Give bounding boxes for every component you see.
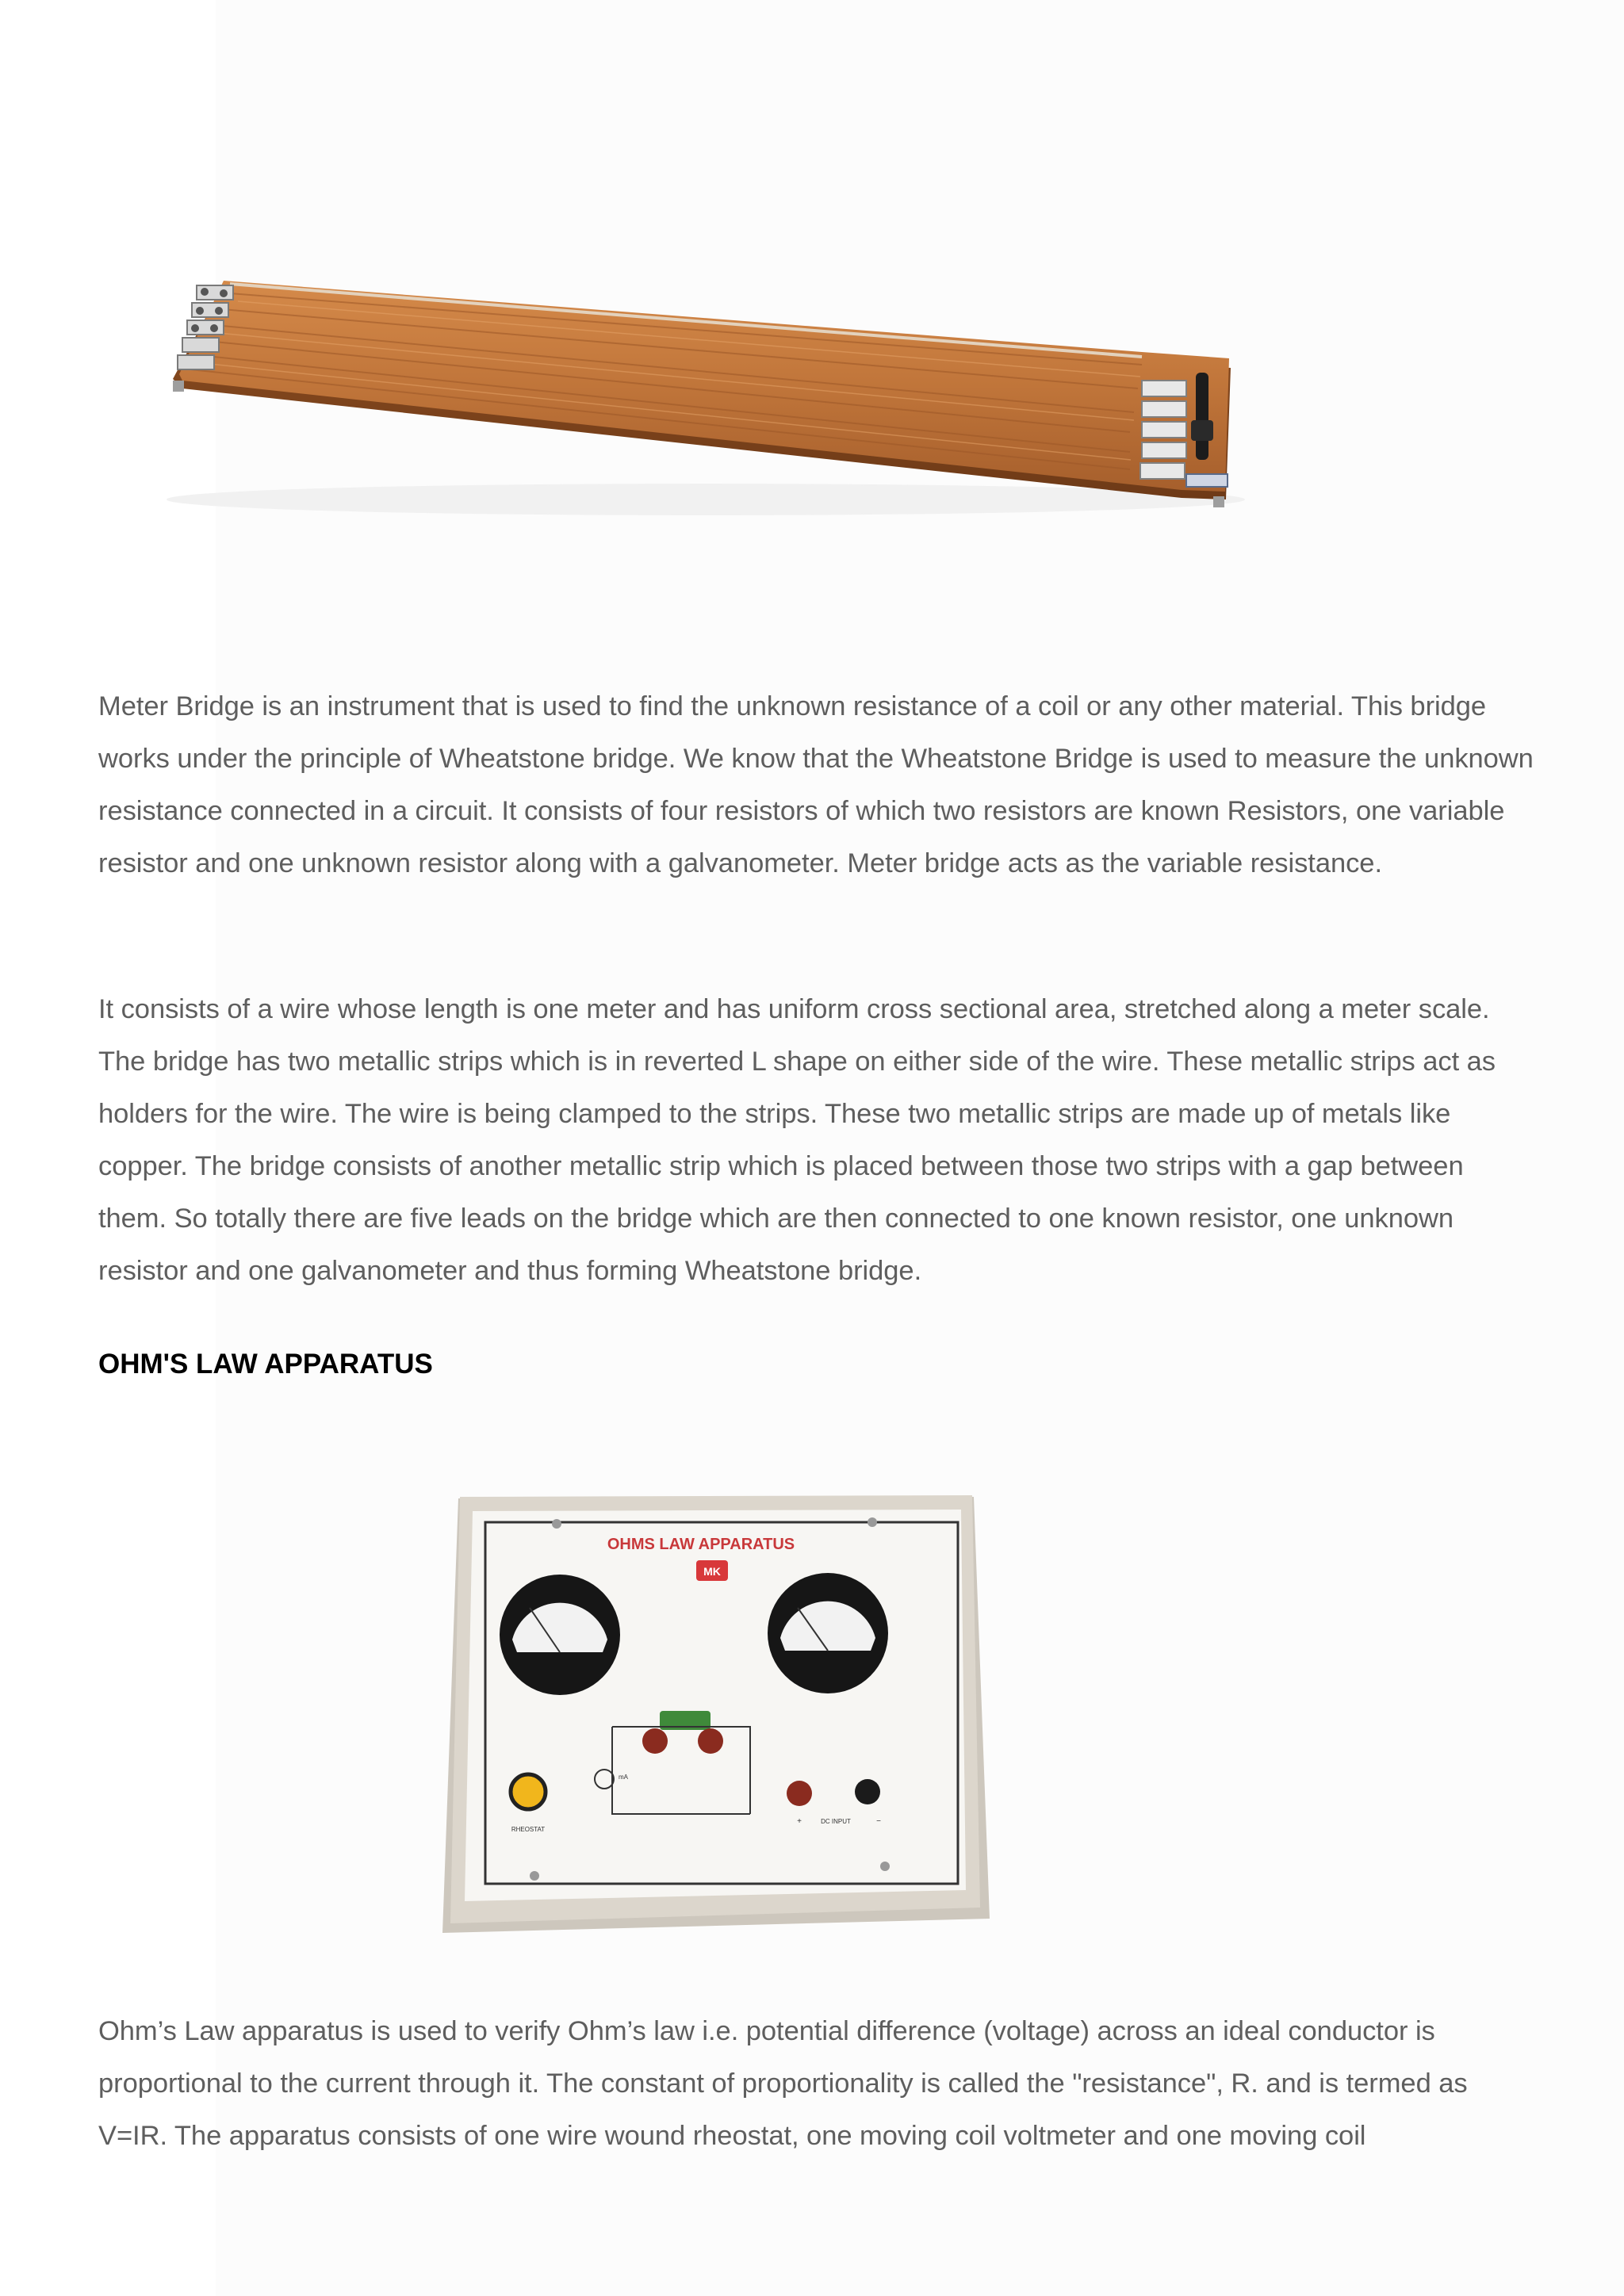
dc-input-label: DC INPUT (821, 1818, 851, 1825)
panel-title: OHMS LAW APPARATUS (607, 1536, 795, 1553)
ohms-law-paragraph: Ohm’s Law apparatus is used to verify Ohm’s law i.e. potential difference (voltage) across an ideal conductor is proportional to the current through it. The constant of proportionality is called the "resistance", R. and is termed as V=IR. The apparatus consists of one wire wound rheostat, one moving coil voltmeter and one moving coil (98, 2016, 1468, 2151)
left-meter (500, 1575, 620, 1695)
logo-text: MK (703, 1565, 721, 1578)
plus-label: + (797, 1817, 802, 1826)
section-heading-ohms-law: OHM'S LAW APPARATUS (98, 1349, 433, 1380)
minus-label: − (876, 1817, 881, 1826)
rheostat-label: RHEOSTAT (511, 1826, 546, 1833)
ma-label: mA (619, 1774, 628, 1781)
meter-bridge-paragraph-2: It consists of a wire whose length is one meter and has uniform cross sectional area, stretched along a meter scale. The bridge has two metallic strips which is in reverted L shape on either side of the wire. These metallic strips act as holders for the wire. The wire is being clamped to the strips. These two metallic strips are made up of metals like copper. The bridge consists of another metallic strip which is placed between those two strips with a gap between them. So totally there are five leads on the bridge which are then connected to one known resistor, one unknown resistor and one galvanometer and thus forming Wheatstone bridge. (98, 994, 1496, 1286)
meter-bridge-paragraph-1: Meter Bridge is an instrument that is used to find the unknown resistance of a coil or any other material. This bridge works under the principle of Wheatstone bridge. We know that the Wheatstone Bridge is used to measure the unknown resistance connected in a circuit. It consists of four resistors of which two resistors are known Resistors, one variable resistor and one unknown resistor along with a galvanometer. Meter bridge acts as the variable resistance. (98, 691, 1534, 878)
ohms-law-apparatus-image (435, 1489, 999, 1949)
right-meter (768, 1573, 888, 1693)
meter-bridge-image (159, 262, 1253, 531)
